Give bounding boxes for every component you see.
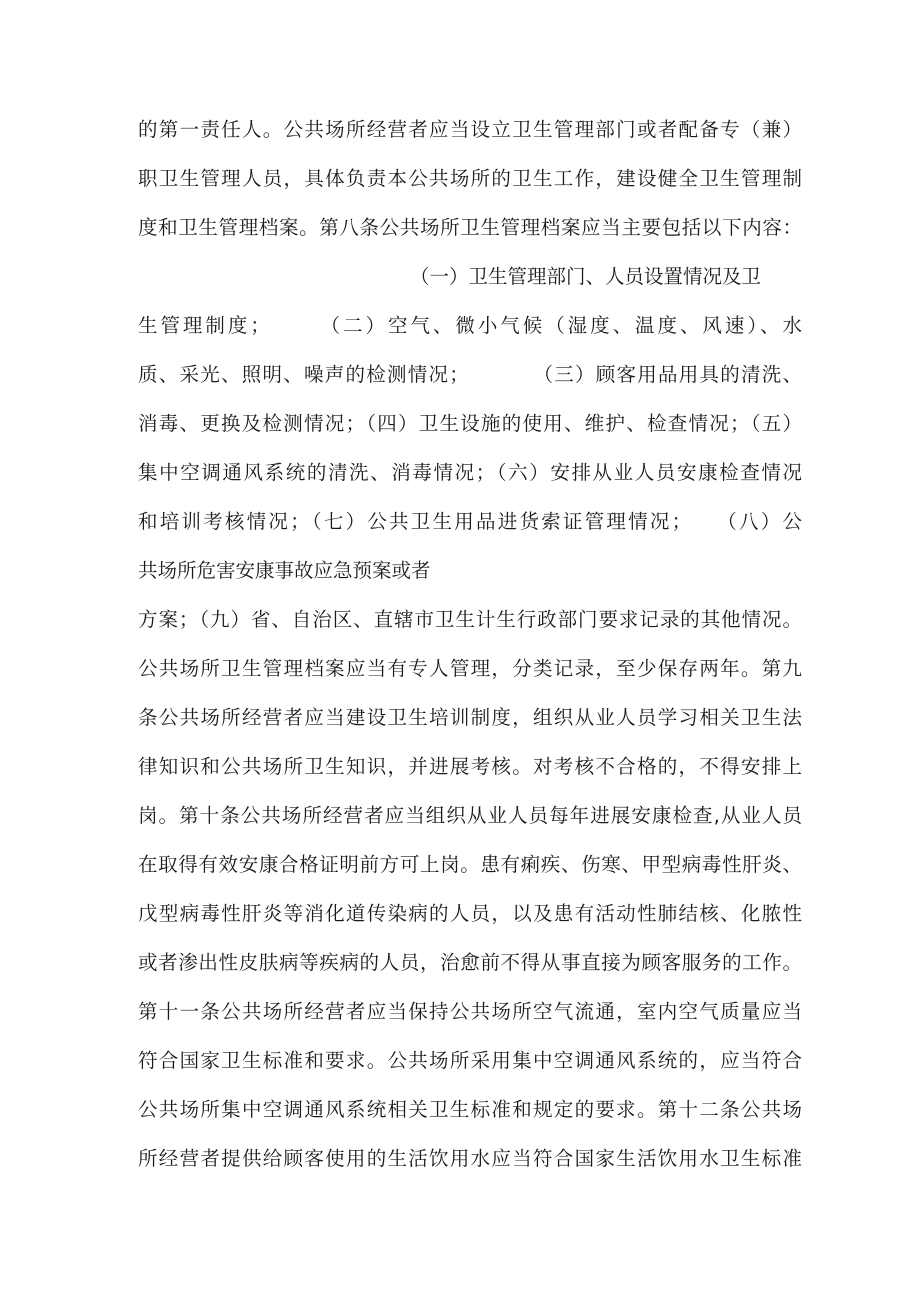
text-line-8: 集中空调通风系统的清洗、消毒情况；（六）安排从业人员安康检查情况 bbox=[138, 461, 802, 484]
text-line-10: 共场所危害安康事故应急预案或者 bbox=[138, 559, 431, 582]
text-line-13: 条公共场所经营者应当建设卫生培训制度，组织从业人员学习相关卫生法 bbox=[138, 706, 802, 729]
text-line-14: 律知识和公共场所卫生知识，并进展考核。对考核不合格的，不得安排上 bbox=[138, 755, 802, 778]
text-line-5: 生管理制度； （二）空气、微小气候（湿度、温度、风速）、水 bbox=[138, 314, 802, 337]
text-line-6: 质、采光、照明、噪声的检测情况； （三）顾客用品用具的清洗、 bbox=[138, 363, 802, 386]
text-line-21: 公共场所集中空调通风系统相关卫生标准和规定的要求。第十二条公共场 bbox=[138, 1098, 802, 1121]
text-line-7: 消毒、更换及检测情况；（四）卫生设施的使用、维护、检查情况；（五） bbox=[138, 412, 802, 435]
text-line-11: 方案；（九）省、自治区、直辖市卫生计生行政部门要求记录的其他情况。 bbox=[138, 608, 802, 631]
body-text bbox=[138, 114, 802, 1192]
text-line-17: 戊型病毒性肝炎等消化道传染病的人员，以及患有活动性肺结核、化脓性 bbox=[138, 902, 802, 925]
text-line-18: 或者渗出性皮肤病等疾病的人员，治愈前不得从事直接为顾客服务的工作。 bbox=[138, 951, 802, 974]
text-line-3: 度和卫生管理档案。第八条公共场所卫生管理档案应当主要包括以下内容： bbox=[138, 216, 802, 239]
text-line-22: 所经营者提供给顾客使用的生活饮用水应当符合国家生活饮用水卫生标准 bbox=[138, 1147, 802, 1170]
text-line-20: 符合国家卫生标准和要求。公共场所采用集中空调通风系统的，应当符合 bbox=[138, 1049, 802, 1072]
text-line-9: 和培训考核情况；（七）公共卫生用品进货索证管理情况； （八）公 bbox=[138, 510, 802, 533]
text-line-19: 第十一条公共场所经营者应当保持公共场所空气流通，室内空气质量应当 bbox=[138, 1000, 802, 1023]
text-line-16: 在取得有效安康合格证明前方可上岗。患有痢疾、伤寒、甲型病毒性肝炎、 bbox=[138, 853, 802, 876]
text-line-15: 岗。第十条公共场所经营者应当组织从业人员每年进展安康检查,从业人员 bbox=[138, 804, 802, 827]
text-line-4: （一）卫生管理部门、人员设置情况及卫 bbox=[410, 265, 762, 288]
text-line-12: 公共场所卫生管理档案应当有专人管理，分类记录，至少保存两年。第九 bbox=[138, 657, 802, 680]
text-line-1: 的第一责任人。公共场所经营者应当设立卫生管理部门或者配备专（兼） bbox=[138, 118, 802, 141]
text-line-2: 职卫生管理人员，具体负责本公共场所的卫生工作，建设健全卫生管理制 bbox=[138, 167, 802, 190]
